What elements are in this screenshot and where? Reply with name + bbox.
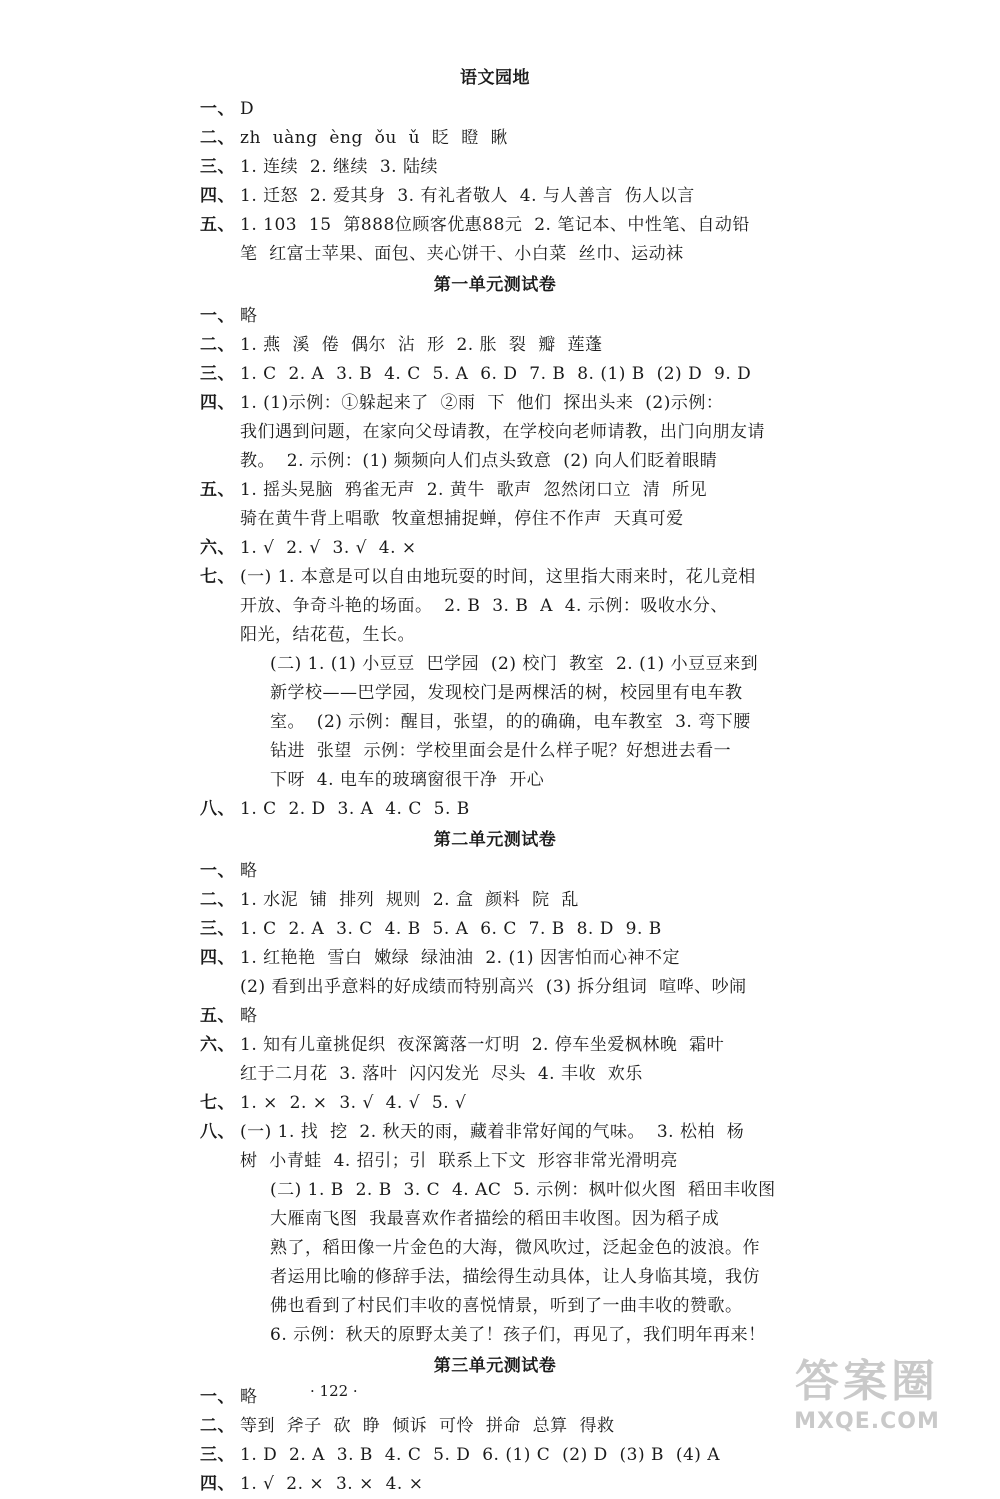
question-number: 六、	[200, 538, 235, 558]
question-number: 四、	[200, 393, 235, 413]
answer-line: 1. D 2. A 3. B 4. C 5. D 6. (1) C (2) D (3) B (4) A	[240, 1445, 721, 1465]
answer-line: 我们遇到问题，在家向父母请教，在学校向老师请教，出门向朋友请	[240, 422, 765, 442]
answer-line: 下呀 4. 电车的玻璃窗很干净 开心	[270, 770, 545, 790]
answer-line: (一) 1. 找 挖 2. 秋天的雨，藏着非常好闻的气味。 3. 松柏 杨	[240, 1122, 745, 1142]
question-number: 二、	[200, 890, 235, 910]
answer-row	[200, 1441, 790, 1470]
answer-line: 1. √ 2. × 3. × 4. ×	[240, 1474, 424, 1494]
question-number: 四、	[200, 186, 235, 206]
answer-line: 1. 知有儿童挑促织 夜深篱落一灯明 2. 停车坐爱枫林晚 霜叶	[240, 1035, 725, 1055]
question-number: 三、	[200, 364, 235, 384]
question-number: 七、	[200, 567, 235, 587]
answer-row	[200, 389, 790, 476]
answer-row	[200, 650, 790, 795]
answer-line: 1. 红艳艳 雪白 嫩绿 绿油油 2. (1) 因害怕而心神不定	[240, 948, 680, 968]
answer-row	[200, 182, 790, 211]
question-number: 三、	[200, 1445, 235, 1465]
answer-row	[200, 95, 790, 124]
section-title: 第一单元测试卷	[433, 275, 557, 295]
section-title: 语文园地	[460, 68, 530, 88]
question-number: 五、	[200, 215, 235, 235]
answer-line: 略	[240, 306, 258, 326]
answer-line: 1. × 2. × 3. √ 4. √ 5. √	[240, 1093, 467, 1113]
answer-line: 新学校——巴学园，发现校门是两棵活的树，校园里有电车教	[270, 683, 743, 703]
question-number: 八、	[200, 799, 235, 819]
answer-row	[200, 1031, 790, 1089]
question-number: 八、	[200, 1122, 235, 1142]
answer-row	[200, 944, 790, 1002]
watermark	[762, 1355, 972, 1455]
question-number: 二、	[200, 335, 235, 355]
question-number: 五、	[200, 1006, 235, 1026]
question-number: 三、	[200, 157, 235, 177]
answer-line: (一) 1. 本意是可以自由地玩耍的时间，这里指大雨来时，花儿竞相	[240, 567, 756, 587]
question-number: 一、	[200, 99, 235, 119]
answer-row	[200, 1470, 790, 1499]
question-number: 一、	[200, 306, 235, 326]
answer-page	[200, 62, 790, 1499]
answer-line: 1. 迁怒 2. 爱其身 3. 有礼者敬人 4. 与人善言 伤人以言	[240, 186, 695, 206]
answer-line: 室。 (2) 示例：醒目，张望，的的确确，电车教室 3. 弯下腰	[270, 712, 751, 732]
answer-line: 红于二月花 3. 落叶 闪闪发光 尽头 4. 丰收 欢乐	[240, 1064, 643, 1084]
question-number: 二、	[200, 1416, 235, 1436]
answer-line: (2) 看到出乎意料的好成绩而特别高兴 (3) 拆分组词 喧哗、吵闹	[240, 977, 747, 997]
answer-line: 阳光，结花苞，生长。	[240, 625, 415, 645]
answer-line: 1. C 2. D 3. A 4. C 5. B	[240, 799, 470, 819]
question-number: 六、	[200, 1035, 235, 1055]
answer-row	[200, 1089, 790, 1118]
answer-line: 1. 103 15 第888位顾客优惠88元 2. 笔记本、中性笔、自动铅	[240, 215, 750, 235]
answer-line: 笔 红富士苹果、面包、夹心饼干、小白菜 丝巾、运动袜	[240, 244, 684, 264]
answer-row	[200, 915, 790, 944]
answer-line: 1. (1)示例：①躲起来了 ②雨 下 他们 探出头来 (2)示例：	[240, 393, 724, 413]
section-title: 第二单元测试卷	[433, 830, 557, 850]
question-number: 一、	[200, 1387, 235, 1407]
answer-row	[200, 563, 790, 650]
answer-line: 1. C 2. A 3. C 4. B 5. A 6. C 7. B 8. D 9. B	[240, 919, 662, 939]
answer-line: 略	[240, 1387, 258, 1407]
answer-line: 骑在黄牛背上唱歌 牧童想捕捉蝉，停住不作声 天真可爱	[240, 509, 684, 529]
answer-line: 树 小青蛙 4. 招引；引 联系上下文 形容非常光滑明亮	[240, 1151, 678, 1171]
answer-row	[200, 302, 790, 331]
answer-row	[200, 124, 790, 153]
section-title: 第三单元测试卷	[433, 1356, 557, 1376]
answer-line: 佛也看到了村民们丰收的喜悦情景，听到了一曲丰收的赞歌。	[270, 1296, 743, 1316]
answer-row	[200, 1383, 790, 1412]
answer-row	[200, 857, 790, 886]
answer-line: 等到 斧子 砍 睁 倾诉 可怜 拼命 总算 得救	[240, 1416, 615, 1436]
question-number: 二、	[200, 128, 235, 148]
answer-line: 略	[240, 1006, 258, 1026]
answer-line: 1. 摇头晃脑 鸦雀无声 2. 黄牛 歌声 忽然闭口立 清 所见	[240, 480, 708, 500]
watermark-url: MXQE.COM	[794, 1409, 940, 1434]
answer-row	[200, 1118, 790, 1176]
answer-line: 1. 水泥 铺 排列 规则 2. 盒 颜料 院 乱	[240, 890, 579, 910]
answer-row	[200, 331, 790, 360]
answer-row	[200, 1176, 790, 1350]
answer-line: 大雁南飞图 我最喜欢作者描绘的稻田丰收图。因为稻子成	[270, 1209, 720, 1229]
answer-line: 6. 示例：秋天的原野太美了！孩子们，再见了，我们明年再来！	[270, 1325, 766, 1345]
answer-line: D	[240, 99, 255, 119]
question-number: 七、	[200, 1093, 235, 1113]
answer-line: 钻进 张望 示例：学校里面会是什么样子呢？好想进去看一	[270, 741, 732, 761]
answer-row	[200, 886, 790, 915]
answer-row	[200, 1412, 790, 1441]
answer-row	[200, 1002, 790, 1031]
answer-row	[200, 360, 790, 389]
question-number: 一、	[200, 861, 235, 881]
answer-line: 略	[240, 861, 258, 881]
answer-row	[200, 795, 790, 824]
question-number: 四、	[200, 948, 235, 968]
answer-line: 1. C 2. A 3. B 4. C 5. A 6. D 7. B 8. (1) B (2) D 9. D	[240, 364, 752, 384]
answer-line: (二) 1. (1) 小豆豆 巴学园 (2) 校门 教室 2. (1) 小豆豆来到	[270, 654, 759, 674]
answer-row	[200, 153, 790, 182]
answer-row	[200, 534, 790, 563]
answer-line: (二) 1. B 2. B 3. C 4. AC 5. 示例：枫叶似火图 稻田丰收图	[270, 1180, 776, 1200]
answer-row	[200, 211, 790, 269]
question-number: 五、	[200, 480, 235, 500]
watermark-logo: 答案圈	[795, 1356, 939, 1407]
page-number: · 122 ·	[310, 1382, 358, 1400]
answer-line: 1. 燕 溪 倦 偶尔 沾 形 2. 胀 裂 瓣 莲蓬	[240, 335, 603, 355]
answer-row	[200, 476, 790, 534]
answer-line: zh uàng èng ǒu ǔ 眨 瞪 瞅	[240, 128, 508, 148]
answer-line: 开放、争奇斗艳的场面。 2. B 3. B A 4. 示例：吸收水分、	[240, 596, 728, 616]
answer-line: 1. √ 2. √ 3. √ 4. ×	[240, 538, 417, 558]
question-number: 四、	[200, 1474, 235, 1494]
answer-line: 1. 连续 2. 继续 3. 陆续	[240, 157, 438, 177]
question-number: 三、	[200, 919, 235, 939]
answer-line: 者运用比喻的修辞手法，描绘得生动具体，让人身临其境，我仿	[270, 1267, 760, 1287]
answer-line: 教。 2. 示例：(1) 频频向人们点头致意 (2) 向人们眨着眼睛	[240, 451, 718, 471]
answer-line: 熟了，稻田像一片金色的大海，微风吹过，泛起金色的波浪。作	[270, 1238, 760, 1258]
